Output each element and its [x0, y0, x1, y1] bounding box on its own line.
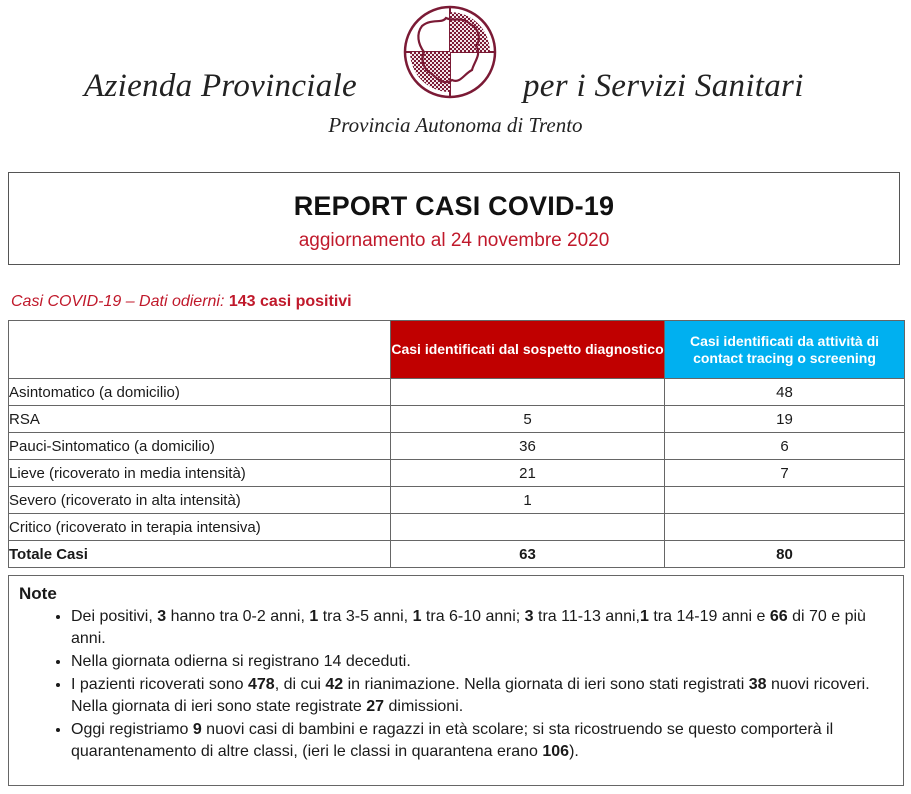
table-row: [9, 487, 905, 514]
table-caption: [11, 293, 352, 311]
row-value-diagnostic: 5: [391, 406, 665, 433]
caption-count: 143 casi positivi: [228, 293, 352, 310]
cases-table: [8, 320, 905, 568]
report-title-box: [8, 172, 900, 265]
row-label: Asintomatico (a domicilio): [9, 379, 391, 406]
caption-prefix: Casi COVID-19 – Dati odierni:: [11, 293, 225, 310]
table-row: [9, 433, 905, 460]
table-row: [9, 406, 905, 433]
row-label: Severo (ricoverato in alta intensità): [9, 487, 391, 514]
report-title: REPORT CASI COVID-19: [293, 191, 615, 221]
header-col-tracing: Casi identificati da attività di contact tracing o screening: [665, 321, 905, 379]
apss-logo: [402, 4, 498, 100]
notes-list: [19, 606, 893, 763]
total-value-tracing: 80: [665, 541, 905, 568]
report-date: aggiornamento al 24 novembre 2020: [298, 230, 610, 251]
table-total-row: [9, 541, 905, 568]
row-value-diagnostic: 21: [391, 460, 665, 487]
row-label: Critico (ricoverato in terapia intensiva): [9, 514, 391, 541]
row-value-diagnostic: [391, 379, 665, 406]
note-item: • I pazienti ricoverati sono 478, di cui 42 in rianimazione. Nella giornata di ieri sono stati registrati 38 nuovi ricoveri. Nella giornata di ieri sono state registrate 27 dimissioni.: [71, 674, 893, 718]
row-value-tracing: 6: [665, 433, 905, 460]
header-col-diagnostic: Casi identificati dal sospetto diagnostico: [391, 321, 665, 379]
table-row: [9, 514, 905, 541]
row-label: Pauci-Sintomatico (a domicilio): [9, 433, 391, 460]
total-value-diagnostic: 63: [391, 541, 665, 568]
row-value-diagnostic: 1: [391, 487, 665, 514]
row-value-tracing: 7: [665, 460, 905, 487]
row-value-tracing: [665, 514, 905, 541]
row-label: Lieve (ricoverato in media intensità): [9, 460, 391, 487]
note-item: • Dei positivi, 3 hanno tra 0-2 anni, 1 tra 3-5 anni, 1 tra 6-10 anni; 3 tra 11-13 anni,1 tra 14-19 anni e 66 di 70 e più anni.: [71, 606, 893, 650]
row-value-tracing: 48: [665, 379, 905, 406]
header-blank-cell: [9, 321, 391, 379]
org-name-left: Azienda Provinciale: [84, 68, 357, 104]
note-item: • Nella giornata odierna si registrano 14 deceduti.: [71, 651, 893, 673]
org-name-right: per i Servizi Sanitari: [523, 68, 804, 104]
table-row: [9, 460, 905, 487]
row-value-diagnostic: [391, 514, 665, 541]
row-label: RSA: [9, 406, 391, 433]
table-header-row: [9, 321, 905, 379]
org-subtitle: Provincia Autonoma di Trento: [328, 113, 583, 137]
notes-title: Note: [19, 584, 57, 603]
row-value-tracing: [665, 487, 905, 514]
note-item: • Oggi registriamo 9 nuovi casi di bambini e ragazzi in età scolare; si sta ricostruendo se questo comporterà il quarantenamento di altre classi, (ieri le classi in quarantena erano 106).: [71, 719, 893, 763]
notes-box: [8, 575, 904, 786]
row-value-diagnostic: 36: [391, 433, 665, 460]
total-label: Totale Casi: [9, 541, 391, 568]
row-value-tracing: 19: [665, 406, 905, 433]
table-row: [9, 379, 905, 406]
